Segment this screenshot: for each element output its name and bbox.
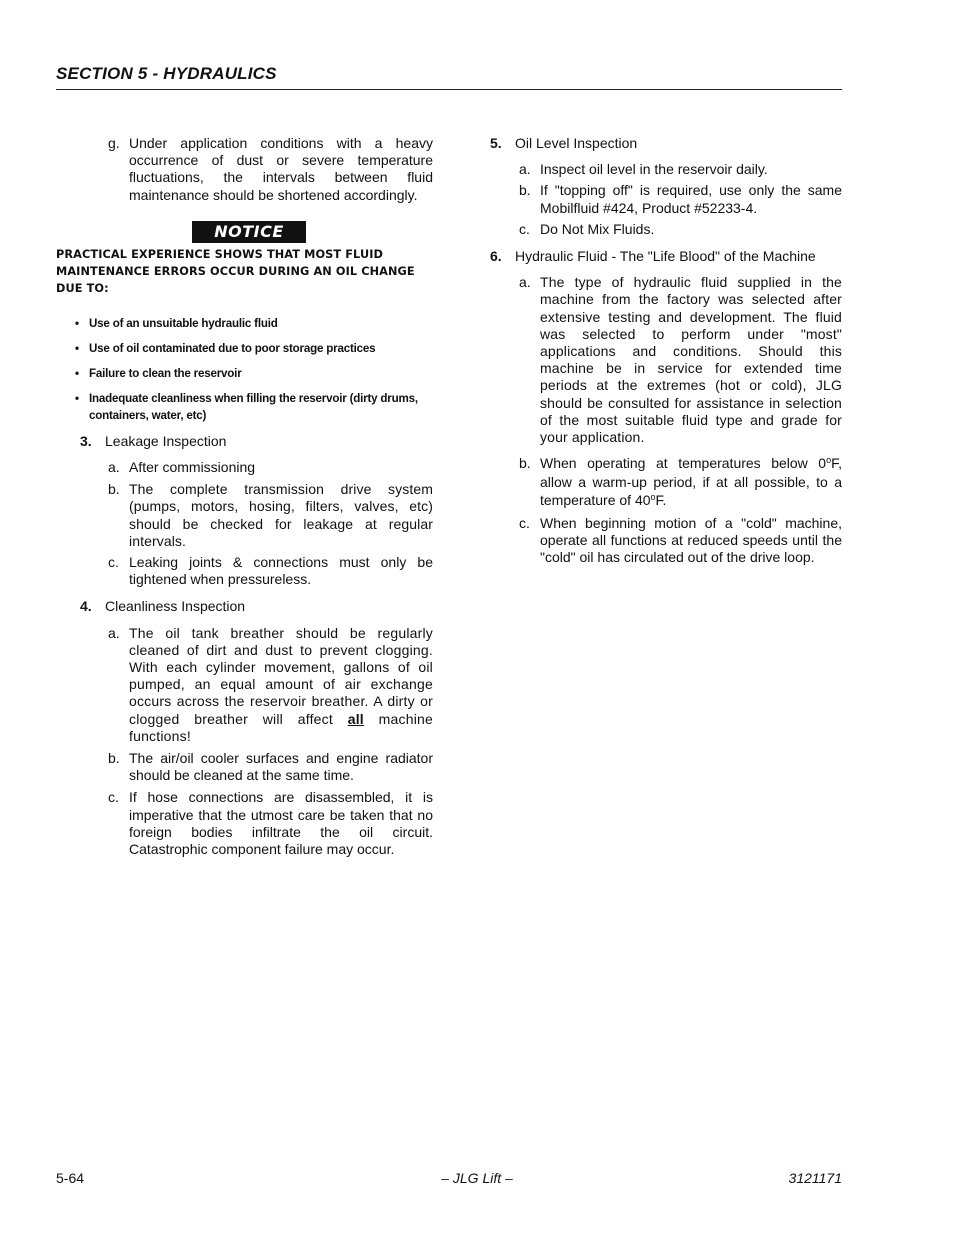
- bullet-icon: •: [75, 316, 79, 330]
- notice-box: [192, 221, 442, 243]
- section-number: 4.: [80, 598, 92, 615]
- notice-heading: PRACTICAL EXPERIENCE SHOWS THAT MOST FLUID MAINTENANCE ERRORS OCCUR DURING AN OIL CHANGE DUE TO:: [56, 247, 415, 295]
- left-column: [56, 135, 433, 858]
- list-item: a. The type of hydraulic fluid supplied in the machine from the factory was selected after extensive testing and development. The fluid was selected to perform under "most" applications and conditions. Should this machine be in service for extended time periods at the extremes (hot or cold), JLG should be consulted for assistance in selection of the most suitable fluid type and grade for your application.: [519, 274, 842, 446]
- section-heading: Hydraulic Fluid - The "Life Blood" of the Machine: [515, 248, 816, 265]
- section-heading: Oil Level Inspection: [515, 135, 638, 151]
- notice-bullet: • Use of oil contaminated due to poor storage practices: [56, 340, 433, 357]
- notice-bullet-list: [56, 315, 433, 424]
- page-number: 5-64: [56, 1170, 85, 1186]
- notice-bullet: • Inadequate cleanliness when filling the reservoir (dirty drums, containers, water, etc): [56, 390, 433, 424]
- list-item: b. The air/oil cooler surfaces and engine radiator should be cleaned at the same time.: [108, 750, 433, 784]
- section-5-heading: [490, 135, 842, 152]
- item-letter: g.: [108, 135, 120, 151]
- section-3-heading: [80, 433, 433, 450]
- list-item: c. Do Not Mix Fluids.: [519, 220, 655, 237]
- list-item: a. Inspect oil level in the reservoir daily.: [519, 161, 768, 178]
- section-number: 6.: [490, 248, 502, 265]
- bullet-icon: •: [75, 366, 79, 380]
- list-item: b. If "topping off" is required, use only the same Mobilfluid #424, Product #52233-4.: [519, 182, 842, 216]
- list-item: c. Leaking joints & connections must only be tightened when pressureless.: [108, 554, 433, 588]
- section-heading: Leakage Inspection: [105, 432, 227, 449]
- section-title: SECTION 5 - HYDRAULICS: [56, 64, 277, 83]
- list-item: a. After commissioning: [108, 459, 256, 476]
- list-item: c. When beginning motion of a "cold" machine, operate all functions at reduced speeds until the "cold" oil has circulated out of the drive loop.: [519, 514, 842, 566]
- footer-brand: – JLG Lift –: [441, 1170, 513, 1186]
- list-item: b. The complete transmission drive system (pumps, motors, hosing, filters, valves, etc) should be checked for leakage at regular intervals.: [108, 481, 433, 549]
- list-item-g: [108, 135, 433, 204]
- document-number: 3121171: [788, 1170, 842, 1186]
- list-item: c. If hose connections are disassembled, it is imperative that the utmost care be taken that no foreign bodies infiltrate the oil circuit. Catastrophic component failure may occur.: [108, 789, 433, 858]
- notice-bullet: • Failure to clean the reservoir: [56, 365, 433, 382]
- section-6-heading: [490, 248, 842, 265]
- notice-badge: NOTICE: [192, 221, 306, 243]
- list-item: a. The oil tank breather should be regularly cleaned of dirt and dust to prevent clogging. With each cylinder movement, gallons of oil pumped, an equal amount of air exchange occurs across the reservoir breather. A dirty or clogged breather will affect all machine functions!: [108, 624, 433, 744]
- section-number: 5.: [490, 135, 502, 151]
- emphasis-all: all: [347, 710, 364, 727]
- notice-bullet: • Use of an unsuitable hydraulic fluid: [56, 315, 433, 332]
- section-4-heading: [80, 598, 433, 615]
- right-column: [490, 135, 842, 566]
- bullet-icon: •: [75, 341, 79, 355]
- section-number: 3.: [80, 432, 92, 449]
- list-item: b. When operating at temperatures below 0$^o$F, allow a warm-up period, if at all possible, to a temperature of 40$^o$F.: [519, 455, 842, 509]
- section-heading: Cleanliness Inspection: [105, 598, 246, 615]
- bullet-icon: •: [75, 391, 79, 405]
- header-rule: [56, 89, 842, 90]
- item-text: Under application conditions with a heavy occurrence of dust or severe temperature fluctuations, the intervals between fluid maintenance should be shortened accordingly.: [129, 135, 433, 203]
